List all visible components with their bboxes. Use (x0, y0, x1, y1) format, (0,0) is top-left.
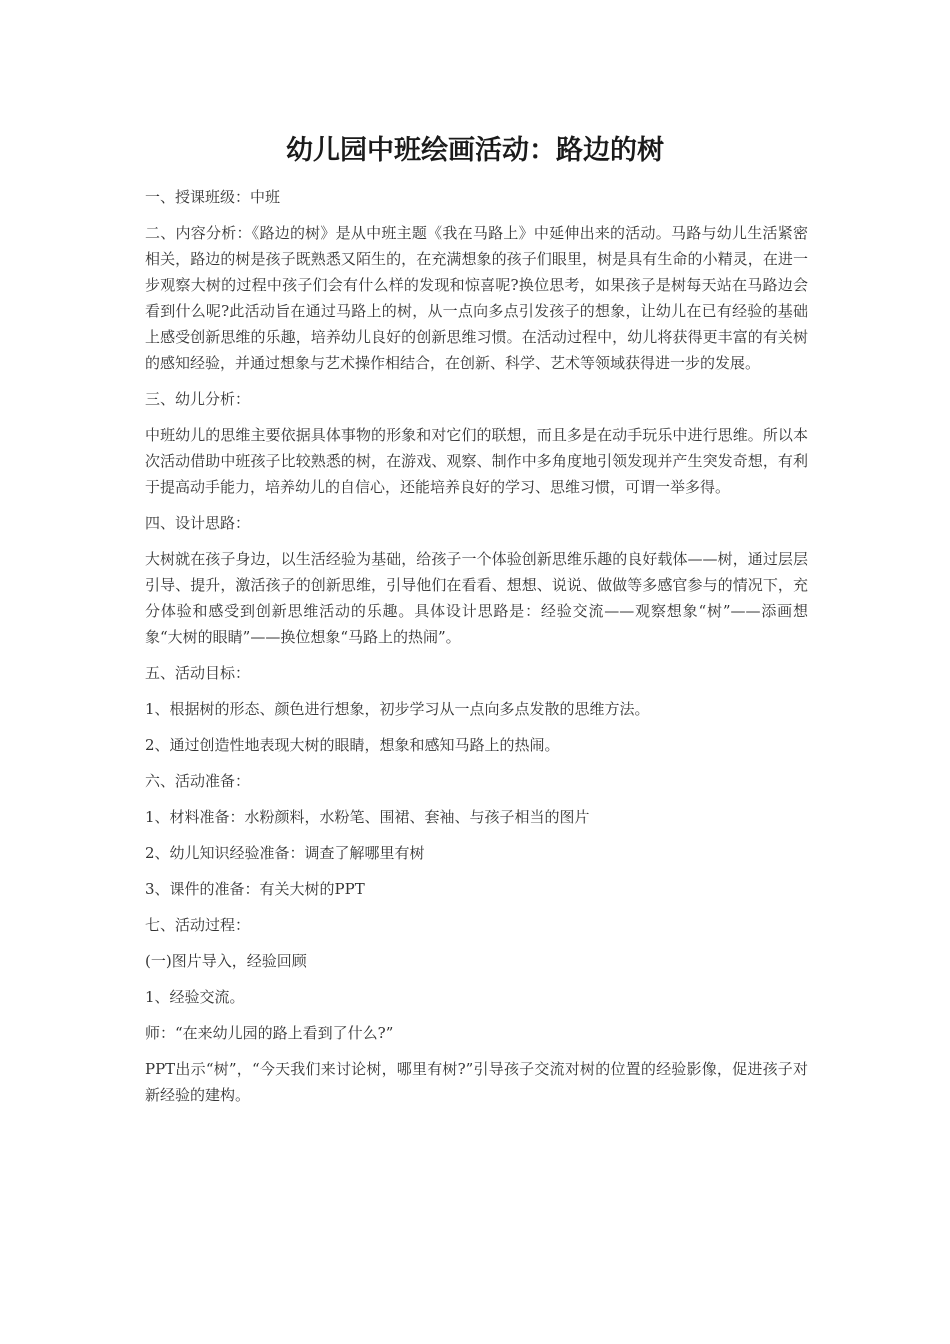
preparation-item-3: 3、课件的准备：有关大树的PPT (145, 880, 365, 898)
heading-activity-preparation: 六、活动准备： (145, 772, 251, 790)
process-step-1: (一)图片导入，经验回顾 (145, 952, 307, 970)
goal-item-2: 2、通过创造性地表现大树的眼睛，想象和感知马路上的热闹。 (145, 736, 560, 754)
preparation-item-1: 1、材料准备：水粉颜料，水粉笔、围裙、套袖、与孩子相当的图片 (145, 808, 590, 826)
process-substep-1: 1、经验交流。 (145, 988, 245, 1006)
paragraph-class-level: 一、授课班级：中班 (145, 188, 281, 206)
preparation-item-2: 2、幼儿知识经验准备：调查了解哪里有树 (145, 844, 425, 862)
paragraph-child-analysis: 中班幼儿的思维主要依据具体事物的形象和对它们的联想，而且多是在动手玩乐中进行思维。所以本次活动借助中班孩子比较熟悉的树，在游戏、观察、制作中多角度地引领发现并产生突发奇想，有利于提高动手能力，培养幼儿的自信心，还能培养良好的学习、思维习惯，可谓一举多得。 (145, 426, 808, 496)
heading-child-analysis: 三、幼儿分析： (145, 390, 251, 408)
document-body (145, 184, 808, 1118)
document-title: 幼儿园中班绘画活动：路边的树 (286, 135, 664, 166)
goal-item-1: 1、根据树的形态、颜色进行想象，初步学习从一点向多点发散的思维方法。 (145, 700, 650, 718)
paragraph-design-idea: 大树就在孩子身边，以生活经验为基础，给孩子一个体验创新思维乐趣的良好载体——树，通过层层引导、提升，激活孩子的创新思维，引导他们在看看、想想、说说、做做等多感官参与的情况下，充分体验和感受到创新思维活动的乐趣。具体设计思路是：经验交流——观察想象“树”——添画想象“大树的眼睛”——换位想象“马路上的热闹”。 (145, 550, 808, 646)
paragraph-content-analysis: 二、内容分析：《路边的树》是从中班主题《我在马路上》中延伸出来的活动。马路与幼儿生活紧密相关，路边的树是孩子既熟悉又陌生的，在充满想象的孩子们眼里，树是具有生命的小精灵，在进一步观察大树的过程中孩子们会有什么样的发现和惊喜呢?换位思考，如果孩子是树每天站在马路边会看到什么呢?此活动旨在通过马路上的树，从一点向多点引发孩子的想象，让幼儿在已有经验的基础上感受创新思维的乐趣，培养幼儿良好的创新思维习惯。在活动过程中，幼儿将获得更丰富的有关树的感知经验，并通过想象与艺术操作相结合，在创新、科学、艺术等领域获得进一步的发展。 (145, 224, 808, 372)
heading-activity-process: 七、活动过程： (145, 916, 251, 934)
heading-design-idea: 四、设计思路： (145, 514, 251, 532)
ppt-instruction: PPT出示“树”，“今天我们来讨论树，哪里有树?”引导孩子交流对树的位置的经验影像，促进孩子对新经验的建构。 (145, 1060, 808, 1104)
heading-activity-goals: 五、活动目标： (145, 664, 251, 682)
teacher-question: 师：“在来幼儿园的路上看到了什么?” (145, 1024, 394, 1042)
